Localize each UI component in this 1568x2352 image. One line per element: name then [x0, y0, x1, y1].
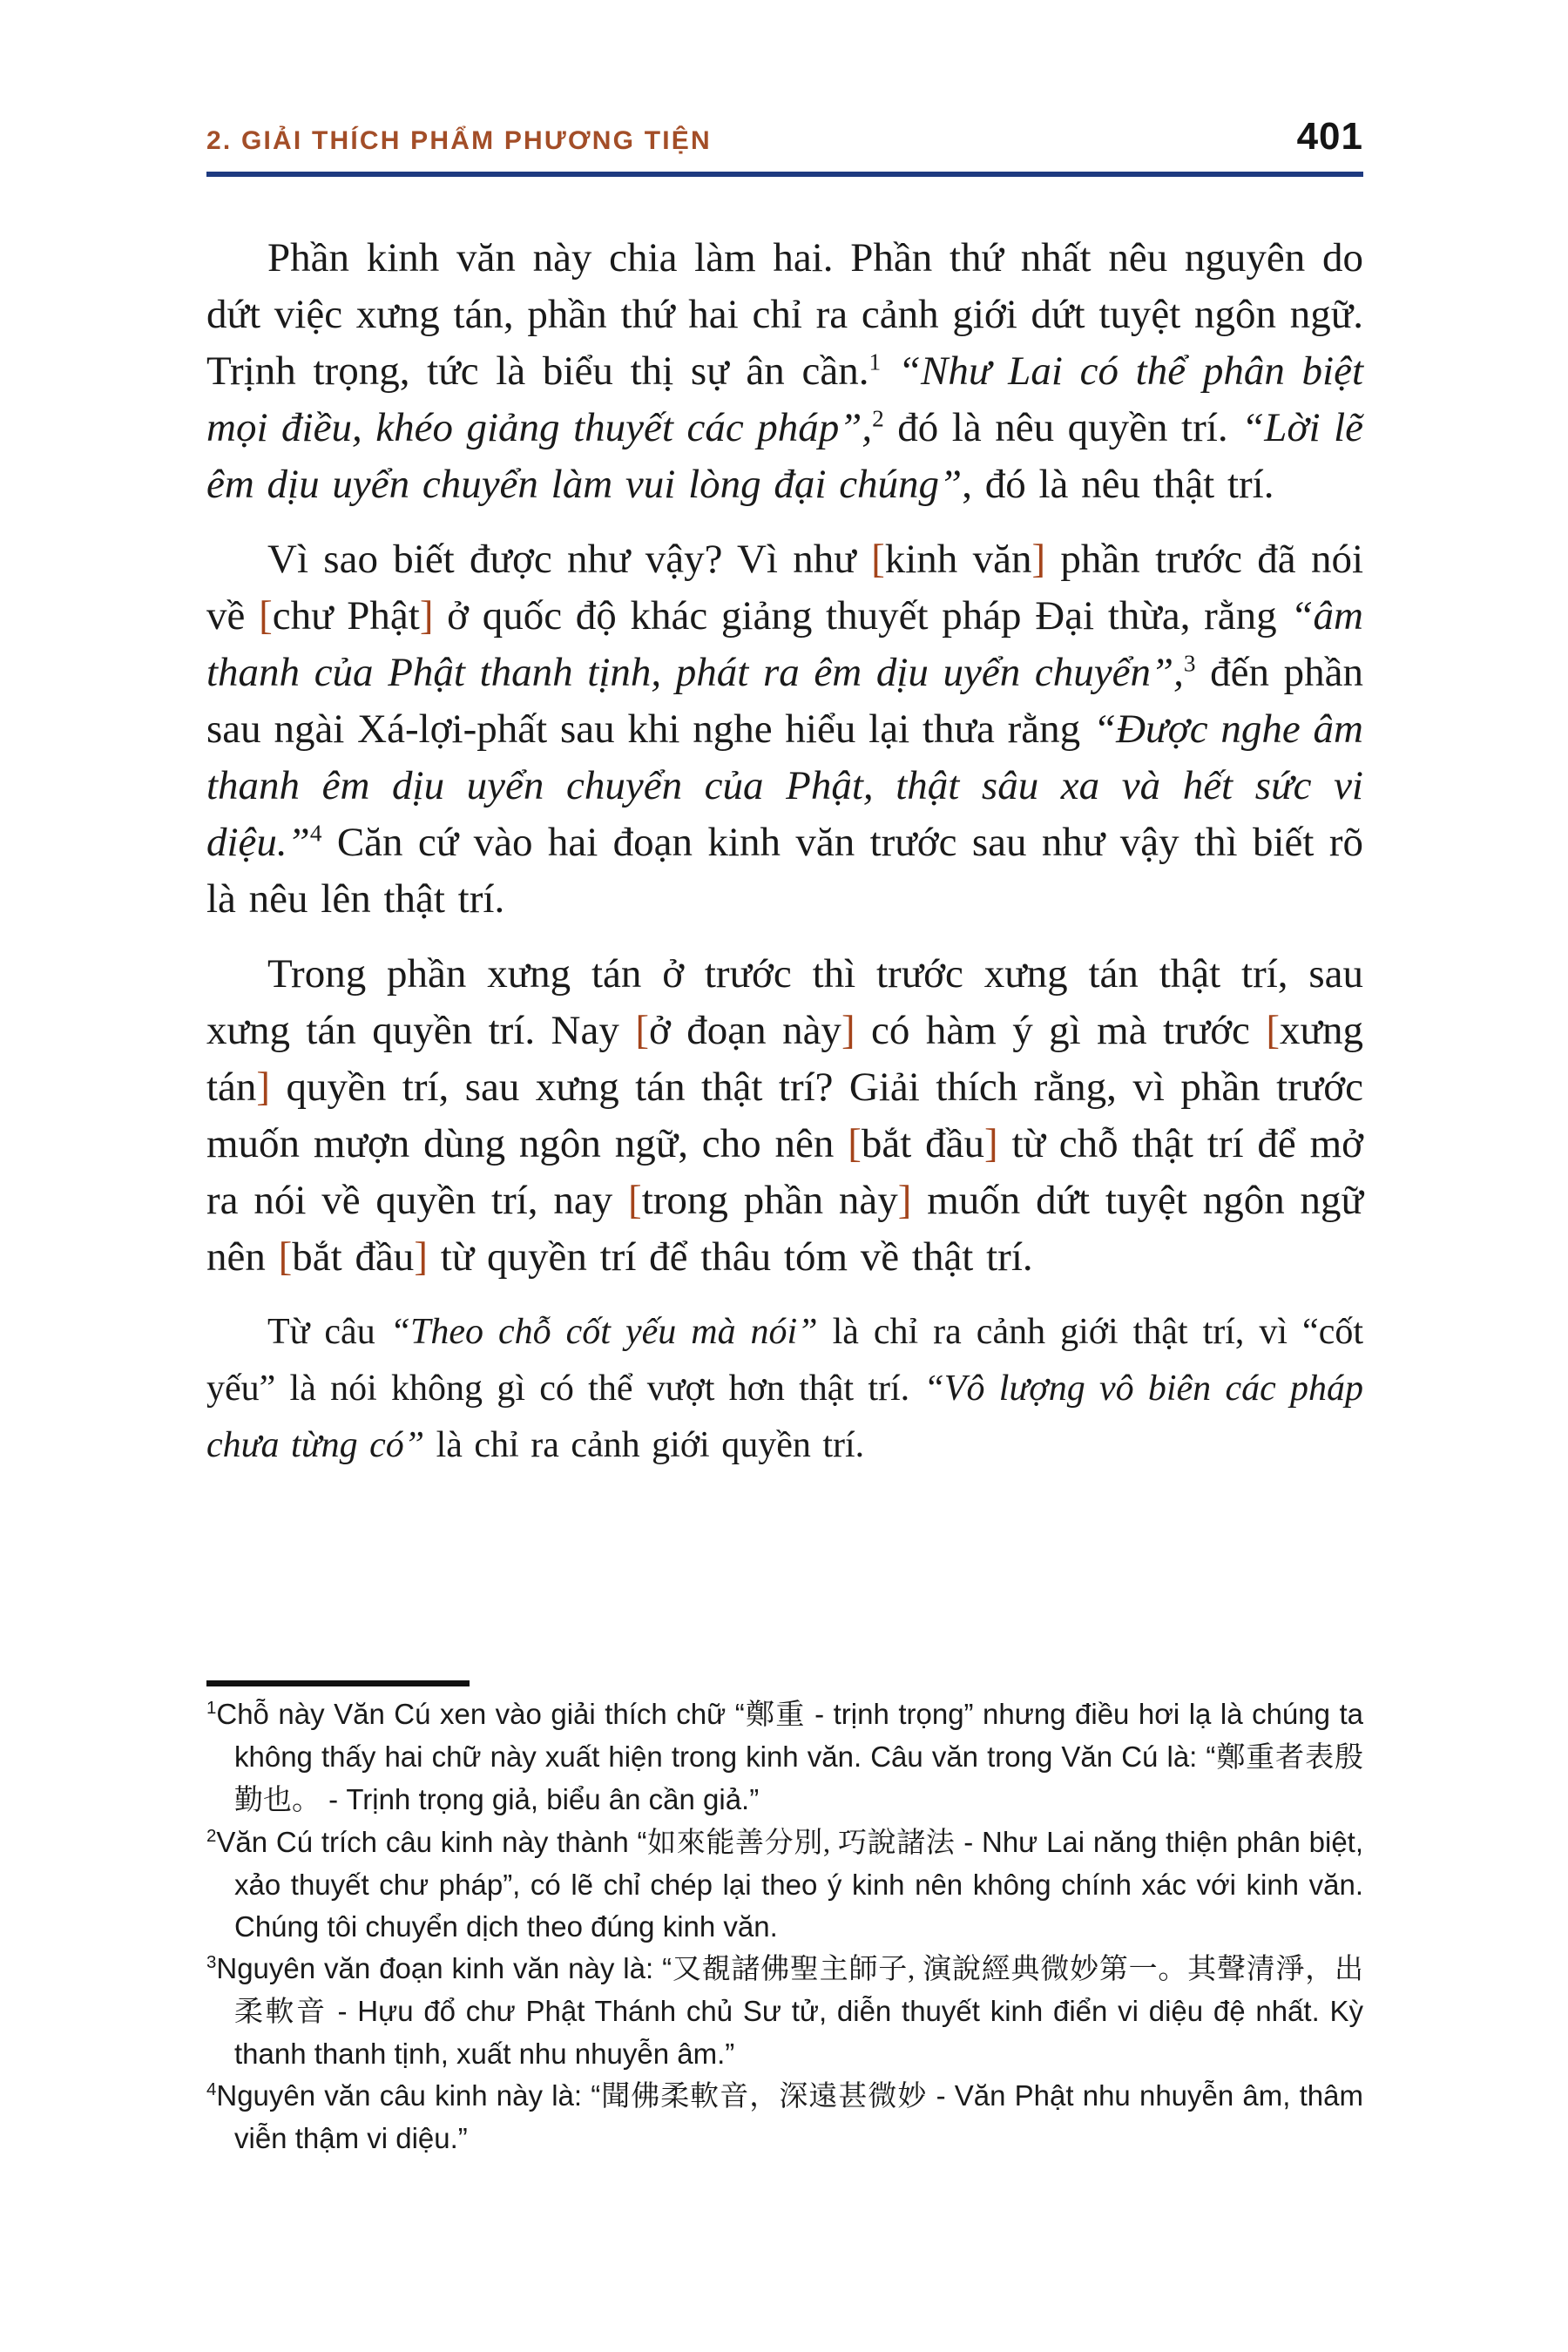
text-run: Trong phần xưng tán ở trước thì trước xưng tán thật trí, sau xưng tán quyền trí. Nay [206, 951, 1363, 1053]
footnote-separator-rule [206, 1680, 470, 1686]
text-run: đó là nêu quyền trí. [883, 405, 1242, 450]
footnote-ref: 2 [872, 405, 884, 432]
body-paragraph-4 [206, 1304, 1363, 1474]
bracket-mark: [ [848, 1121, 862, 1166]
text-run: chư Phật [272, 593, 420, 639]
text-run: trong phần này [641, 1178, 898, 1223]
footnote-ref: 1 [206, 1698, 217, 1718]
cjk-text: 聞佛柔軟音，深遠甚微妙 [600, 2081, 928, 2112]
bracket-mark: [ [635, 1008, 649, 1053]
page-header [206, 115, 1363, 158]
body-text [206, 230, 1363, 1492]
italic-quote: “Như Lai có thể phân biệt mọi điều, khéo giảng thuyết các pháp”, [206, 348, 1364, 450]
text-run: Nguyên văn đoạn kinh văn này là: “ [216, 1952, 672, 1984]
italic-quote: “Vô lượng vô biên các pháp chưa từng có” [206, 1369, 1363, 1465]
bracket-mark: ] [983, 1121, 998, 1166]
chapter-running-title: 2. GIẢI THÍCH PHẨM PHƯƠNG TIỆN [206, 125, 712, 155]
text-run: Từ câu [267, 1312, 390, 1352]
bracket-mark: [ [628, 1178, 642, 1223]
text-run: - Như Lai năng thiện phân biệt, xảo thuyết chư pháp”, có lẽ chỉ chép lại theo ý kinh nên không chính xác với kinh văn. Chúng tôi chuyển dịch theo đúng kinh văn. [234, 1826, 1364, 1943]
header-rule [206, 172, 1363, 177]
cjk-text: 如來能善分別, 巧說諸法 [646, 1828, 956, 1859]
cjk-text: 鄭重者表殷勤也。 [234, 1742, 1363, 1816]
text-run: - trịnh trọng” nhưng điều hơi lạ là chúng ta không thấy hai chữ này xuất hiện trong kinh văn. Câu văn trong Văn Cú là: “ [234, 1698, 1363, 1773]
footnote-ref: 4 [206, 2079, 217, 2099]
text-run: từ chỗ thật trí để mở ra nói về quyền trí, nay [206, 1121, 1363, 1223]
bracket-mark: ] [414, 1234, 428, 1280]
text-run: bắt đầu [292, 1234, 415, 1280]
text-run: Nguyên văn câu kinh này là: “ [216, 2079, 601, 2112]
bracket-mark: ] [1031, 537, 1046, 582]
footnote-ref: 1 [868, 348, 882, 375]
cjk-text: 又覩諸佛聖主師子, 演說經典微妙第一。其聲清淨，出柔軟音 [234, 1954, 1363, 2028]
footnote-2 [206, 1821, 1363, 1948]
bracket-mark: [ [278, 1234, 293, 1280]
body-paragraph-3 [206, 946, 1363, 1286]
footnote-ref: 3 [1183, 650, 1196, 677]
footnote-ref: 4 [309, 820, 322, 847]
text-run: Văn Cú trích câu kinh này thành “ [216, 1826, 647, 1858]
bracket-mark: [ [259, 593, 273, 639]
body-paragraph-1 [206, 230, 1363, 513]
text-run: muốn dứt tuyệt ngôn ngữ nên [206, 1178, 1363, 1280]
bracket-mark: [ [871, 537, 885, 582]
text-run: phần trước đã nói về [206, 537, 1363, 639]
text-run: Vì sao biết được như vậy? Vì như [267, 537, 872, 582]
bracket-mark: ] [256, 1064, 271, 1110]
text-run: ở quốc độ khác giảng thuyết pháp Đại thừa, rằng [433, 593, 1291, 639]
text-run: là chỉ ra cảnh giới thật trí, vì “cốt yếu” là nói không gì có thể vượt hơn thật trí. [206, 1312, 1364, 1409]
text-run: đến phần sau ngài Xá-lợi-phất sau khi nghe hiểu lại thưa rằng [206, 650, 1363, 752]
text-run: - Hựu đổ chư Phật Thánh chủ Sư tử, diễn thuyết kinh điển vi diệu đệ nhất. Kỳ thanh thanh tịnh, xuất nhu nhuyễn âm.” [234, 1995, 1364, 2070]
italic-quote: “âm thanh của Phật thanh tịnh, phát ra êm dịu uyển chuyển”, [206, 593, 1363, 695]
text-run: Chỗ này Văn Cú xen vào giải thích chữ “ [216, 1698, 745, 1730]
text-run: - Văn Phật nhu nhuyễn âm, thâm viễn thậm vi diệu.” [234, 2079, 1363, 2154]
cjk-text: 鄭重 [744, 1700, 806, 1731]
text-run: - Trịnh trọng giả, biểu ân cần giả.” [321, 1783, 760, 1815]
text-run: từ quyền trí để thâu tóm về thật trí. [427, 1234, 1033, 1280]
text-run: Căn cứ vào hai đoạn kinh văn trước sau như vậy thì biết rõ là nêu lên thật trí. [206, 820, 1363, 922]
text-run: quyền trí, sau xưng tán thật trí? Giải thích rằng, vì phần trước muốn mượn dùng ngôn ngữ, cho nên [206, 1064, 1363, 1166]
italic-quote: “Lời lẽ êm dịu uyển chuyển làm vui lòng đại chúng” [206, 405, 1363, 507]
bracket-mark: ] [897, 1178, 912, 1223]
text-run: bắt đầu [861, 1121, 984, 1166]
text-run: là chỉ ra cảnh giới quyền trí. [424, 1425, 865, 1465]
footnote-ref: 3 [206, 1952, 217, 1972]
text-run: Phần kinh văn này chia làm hai. Phần thứ nhất nêu nguyên do dứt việc xưng tán, phần thứ hai chỉ ra cảnh giới dứt tuyệt ngôn ngữ. Trịnh trọng, tức là biểu thị sự ân cần. [206, 235, 1363, 394]
bracket-mark: ] [841, 1008, 855, 1053]
bracket-mark: ] [419, 593, 434, 639]
text-run: ở đoạn này [648, 1008, 841, 1053]
italic-quote: “Theo chỗ cốt yếu mà nói” [389, 1312, 818, 1352]
body-paragraph-2 [206, 531, 1363, 928]
text-run: xưng tán [206, 1008, 1364, 1110]
footnote-ref: 2 [206, 1826, 217, 1846]
bracket-mark: [ [1266, 1008, 1281, 1053]
italic-quote: “Được nghe âm thanh êm dịu uyển chuyển của Phật, thật sâu xa và hết sức vi diệu.” [206, 706, 1363, 865]
page-number: 401 [1296, 115, 1363, 158]
footnote-1 [206, 1693, 1363, 1821]
text-run: , đó là nêu thật trí. [962, 462, 1274, 507]
text-run [881, 348, 898, 394]
footnotes [206, 1693, 1363, 2159]
footnote-3 [206, 1948, 1363, 2075]
footnote-4 [206, 2075, 1363, 2159]
text-run: kinh văn [884, 537, 1032, 582]
text-run: có hàm ý gì mà trước [855, 1008, 1267, 1053]
